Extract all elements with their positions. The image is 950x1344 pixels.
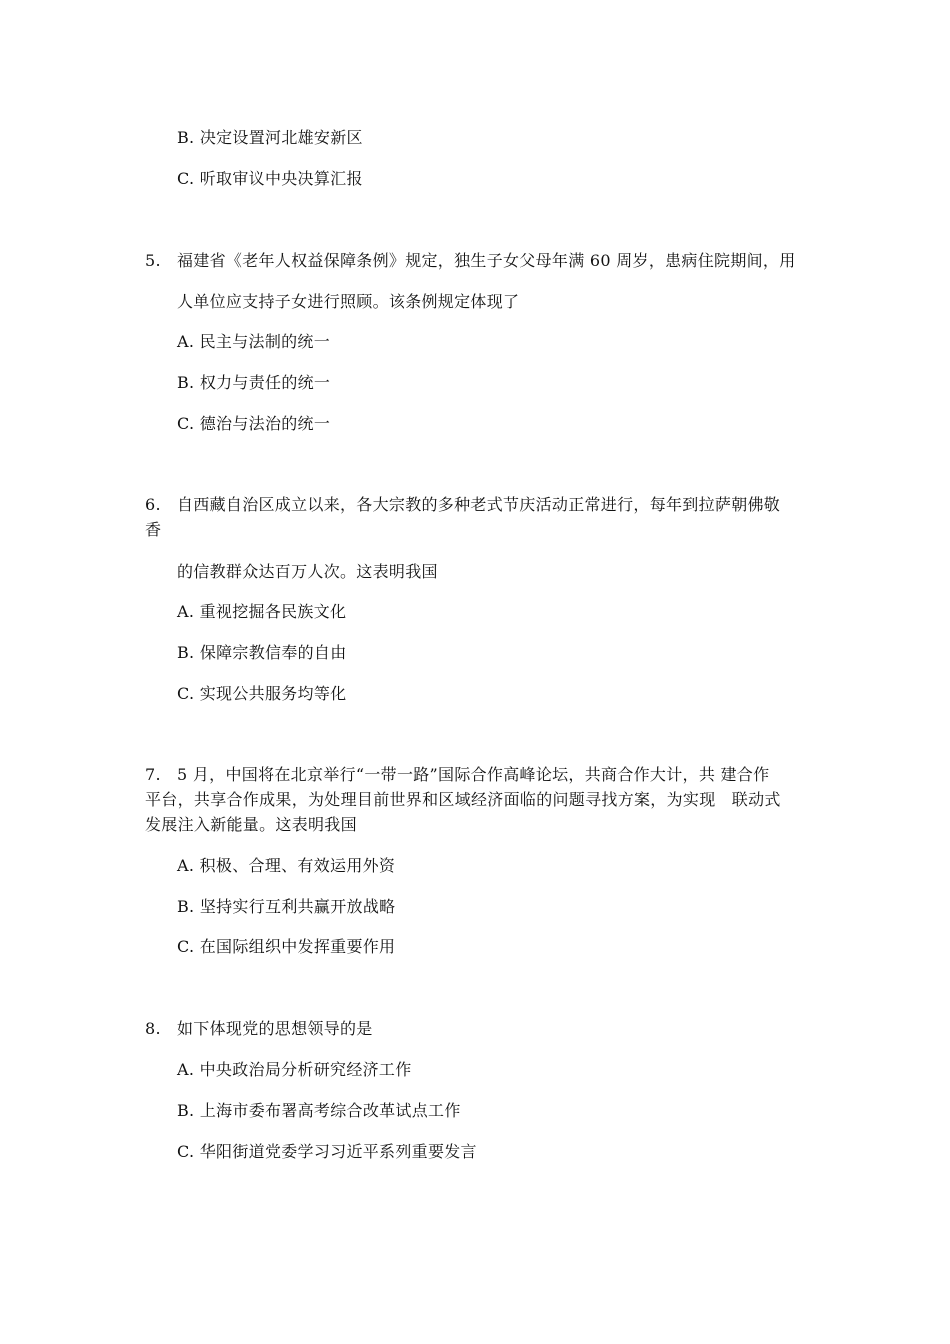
option-a: A. 积极、合理、有效运用外资 <box>177 856 396 875</box>
question-text: 自西藏自治区成立以来，各大宗教的多种老式节庆活动正常进行，每年到拉萨朝佛敬 <box>177 495 781 514</box>
option-c: C. 听取审议中央决算汇报 <box>177 169 363 188</box>
option-a: A. 重视挖掘各民族文化 <box>177 602 347 621</box>
question-text-continued: 发展注入新能量。这表明我国 <box>145 815 357 834</box>
question-text: 5 月，中国将在北京举行“一带一路”国际合作高峰论坛，共商合作大计，共 建合作 <box>177 765 770 784</box>
option-c: C. 德治与法治的统一 <box>177 414 331 433</box>
option-b: B. 坚持实行互利共赢开放战略 <box>177 897 396 916</box>
option-c: C. 在国际组织中发挥重要作用 <box>177 937 396 956</box>
question-number: 6. <box>145 495 161 514</box>
question-text: 如下体现党的思想领导的是 <box>177 1019 373 1038</box>
option-c: C. 实现公共服务均等化 <box>177 684 347 703</box>
option-b: B. 权力与责任的统一 <box>177 373 331 392</box>
question-text: 福建省《老年人权益保障条例》规定，独生子女父母年满 60 周岁，患病住院期间，用 <box>177 251 796 270</box>
option-b: B. 上海市委布署高考综合改革试点工作 <box>177 1101 461 1120</box>
question-text-wrap: 香 <box>145 520 162 539</box>
question-text-continued: 人单位应支持子女进行照顾。该条例规定体现了 <box>177 292 520 311</box>
question-text-continued: 的信教群众达百万人次。这表明我国 <box>177 562 438 581</box>
option-b: B. 决定设置河北雄安新区 <box>177 128 363 147</box>
option-a: A. 民主与法制的统一 <box>177 332 331 351</box>
option-a: A. 中央政治局分析研究经济工作 <box>177 1060 412 1079</box>
option-c: C. 华阳街道党委学习习近平系列重要发言 <box>177 1142 477 1161</box>
option-b: B. 保障宗教信奉的自由 <box>177 643 347 662</box>
question-number: 7. <box>145 765 161 784</box>
question-text-continued: 平台，共享合作成果，为处理目前世界和区域经济面临的问题寻找方案，为实现 联动式 <box>145 790 781 809</box>
question-number: 8. <box>145 1019 161 1038</box>
question-number: 5. <box>145 251 161 270</box>
